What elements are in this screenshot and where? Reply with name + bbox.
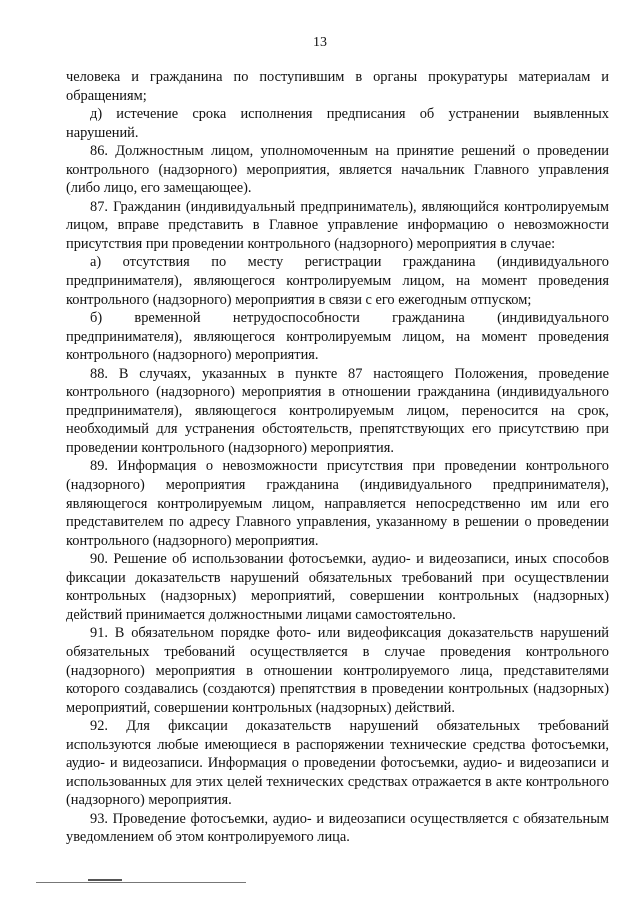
paragraph-87: 87. Гражданин (индивидуальный предприниматель), являющийся контролируемым лицом, вправе представить в Главное управление информацию о невозможности присутствия при проведении контрольного (надзорного) мероприятия в случае: <box>66 198 609 252</box>
paragraph-89: 89. Информация о невозможности присутствия при проведении контрольного (надзорного) мероприятия гражданина (индивидуального предпринимателя), являющегося контролируемым лицом, направляется непосредственно им или его представителем по адресу Главного управления, указанному в решении о проведении контрольного (надзорного) мероприятия. <box>66 458 609 549</box>
paragraph-continuation: человека и гражданина по поступившим в органы прокуратуры материалам и обращениям; <box>66 69 609 104</box>
paragraph-90: 90. Решение об использовании фотосъемки, аудио- и видеозаписи, иных способов фиксации доказательств нарушений обязательных требований при осуществлении контрольных (надзорных) мероприятий, совершении контрольных (надзорных) действий принимается должностными лицами самостоятельно. <box>66 551 609 623</box>
paragraph-88: 88. В случаях, указанных в пункте 87 настоящего Положения, проведение контрольного (надзорного) мероприятия в отношении гражданина (индивидуального предпринимателя), являющегося контролируемым лицом, переносится на срок, необходимый для устранения обстоятельств, препятствующих его присутствию при проведении контрольного (надзорного) мероприятия. <box>66 365 609 456</box>
paragraph-86: 86. Должностным лицом, уполномоченным на принятие решений о проведении контрольного (надзорного) мероприятия, является начальник Главного управления (либо лицо, его замещающее). <box>66 143 609 197</box>
paragraph-93: 93. Проведение фотосъемки, аудио- и видеозаписи осуществляется с обязательным уведомлением об этом контролируемого лица. <box>66 810 609 846</box>
page-number: 13 <box>313 35 327 50</box>
paragraph-87-a: а) отсутствия по месту регистрации гражданина (индивидуального предпринимателя), являющегося контролируемым лицом, на момент проведения контрольного (надзорного) мероприятия в связи с его ежегодным отпуском; <box>66 254 609 308</box>
paragraph-91: 91. В обязательном порядке фото- или видеофиксация доказательств нарушений обязательных требований осуществляется в случае проведения контрольного (надзорного) мероприятия в отношении контролируемого лица, представителями которого создавались (создаются) препятствия в проведении контрольных (надзорных) мероприятий, совершении контрольных (надзорных) действий. <box>66 625 609 716</box>
footer-rule <box>36 882 246 883</box>
document-body <box>66 68 609 847</box>
footer-rule-mark <box>88 879 122 881</box>
paragraph-87-b: б) временной нетрудоспособности гражданина (индивидуального предпринимателя), являющегося контролируемым лицом, на момент проведения контрольного (надзорного) мероприятия. <box>66 310 609 364</box>
paragraph-92: 92. Для фиксации доказательств нарушений обязательных требований используются любые имеющиеся в распоряжении технические средства фотосъемки, аудио- и видеозаписи. Информация о проведении фотосъемки, аудио- и видеозаписи и использованных для этих целей технических средствах отражается в акте контрольного (надзорного) мероприятия. <box>66 718 609 809</box>
paragraph-subitem-d: д) истечение срока исполнения предписания об устранении выявленных нарушений. <box>66 106 609 141</box>
